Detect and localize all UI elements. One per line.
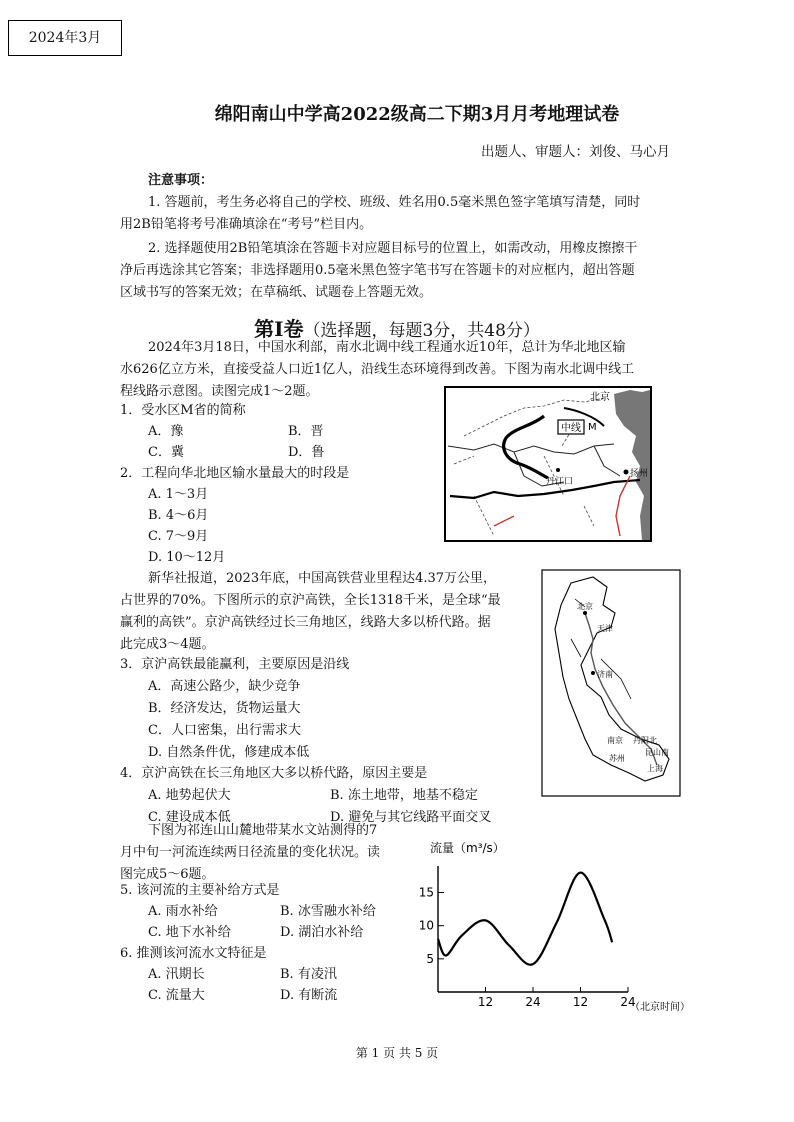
q4-option-b: B. 冻土地带，地基不稳定 xyxy=(330,788,478,803)
notes-heading: 注意事项： xyxy=(148,173,214,188)
yangzhou-dot xyxy=(624,470,629,475)
note-1-line-1: 1. 答题前，考生务必将自己的学校、班级、姓名用0.5毫米黑色签字笔填写清楚，同时 xyxy=(148,195,641,210)
passage2-line4: 此完成3～4题。 xyxy=(120,637,215,652)
map2-jinan: 济南 xyxy=(597,670,613,679)
note-2-line-3: 区域书写的答案无效；在草稿纸、试题卷上答题无效。 xyxy=(120,285,433,300)
q6-stem: 6. 推测该河流水文特征是 xyxy=(120,946,267,961)
note-1-line-2: 用2B铅笔将考号准确填涂在“考号”栏目内。 xyxy=(120,217,373,232)
beijing-dot xyxy=(583,611,587,615)
map2-shanghai: 上海 xyxy=(647,764,663,773)
passage1-line1: 2024年3月18日，中国水利部，南水北调中线工程通水近10年，总计为华北地区输 xyxy=(148,340,626,355)
jinan-dot xyxy=(591,671,595,675)
map1-zhongxian: 中线 xyxy=(561,423,581,434)
chart-series-line xyxy=(438,873,612,965)
passage1-line2: 水626亿立方米，直接受益人口近1亿人，沿线生态环境得到改善。下图为南水北调中线工 xyxy=(120,362,635,377)
exam-title: 绵阳南山中学高2022级高二下期3月月考地理试卷 xyxy=(214,104,620,125)
passage2-line2: 占世界的70%。下图所示的京沪高铁，全长1318千米，是全球“最 xyxy=(120,593,501,608)
y-tick-label: 10 xyxy=(418,918,434,933)
q2-option-b: B. 4～6月 xyxy=(148,508,209,523)
q4-option-c: C. 建设成本低 xyxy=(148,810,231,825)
map1-yangzhou: 扬州 xyxy=(630,469,649,479)
q3-option-c: C．人口密集，出行需求大 xyxy=(148,723,301,738)
q1-option-d: D．鲁 xyxy=(288,445,325,460)
y-tick-label: 15 xyxy=(418,885,434,900)
q1-option-b: B．晋 xyxy=(288,424,324,439)
map2-suzhou: 苏州 xyxy=(609,754,625,763)
q6-option-d: D. 有断流 xyxy=(280,988,338,1003)
map1-danjiangkou: 丹江口 xyxy=(546,477,574,487)
map1-beijing: 北京 xyxy=(590,392,610,403)
map2-beijing: 北京 xyxy=(577,602,593,611)
x-tick-label: 24 xyxy=(525,995,541,1009)
q2-option-a: A. 1～3月 xyxy=(148,487,209,502)
q2-stem: 2．工程向华北地区输水量最大的时段是 xyxy=(120,466,350,481)
q3-option-b: B．经济发达，货物运量大 xyxy=(148,701,301,716)
q3-stem: 3．京沪高铁最能赢利，主要原因是沿线 xyxy=(120,657,350,672)
date-box: 2024年3月 xyxy=(8,20,122,56)
q2-option-d: D. 10～12月 xyxy=(148,550,226,565)
note-2-line-1: 2. 选择题使用2B铅笔填涂在答题卡对应题目标号的位置上，如需改动，用橡皮擦擦干 xyxy=(148,241,638,256)
q4-option-d: D. 避免与其它线路平面交叉 xyxy=(330,810,492,825)
note-2-line-2: 净后再选涂其它答案；非选择题用0.5毫米黑色签字笔书写在答题卡的对应框内，超出答题 xyxy=(120,263,635,278)
q3-option-a: A．高速公路少，缺少竞争 xyxy=(148,679,301,694)
q5-option-d: D. 湖泊水补给 xyxy=(280,925,364,940)
q5-option-c: C. 地下水补给 xyxy=(148,925,231,940)
passage3-line3: 图完成5～6题。 xyxy=(120,867,215,882)
passage2-line3: 赢利的高铁”。京沪高铁经过长三角地区，线路大多以桥代路。据 xyxy=(120,615,491,630)
q5-stem: 5. 该河流的主要补给方式是 xyxy=(120,883,280,898)
passage3-line1: 下图为祁连山山麓地带某水文站测得的7 xyxy=(148,823,378,838)
page-footer: 第 1 页 共 5 页 xyxy=(355,1046,439,1060)
chart-ylabel: 流量（m³/s） xyxy=(430,841,505,855)
exam-authors: 出题人、审题人：刘俊、马心月 xyxy=(481,144,670,160)
passage1-line3: 程线路示意图。读图完成1～2题。 xyxy=(120,384,319,399)
map2-nanjing: 南京 xyxy=(607,736,623,745)
discharge-chart xyxy=(418,836,708,1020)
q3-option-d: D. 自然条件优，修建成本低 xyxy=(148,745,310,760)
section-main: 第Ⅰ卷 xyxy=(254,317,304,341)
passage2-line1: 新华社报道，2023年底，中国高铁营业里程达4.37万公里， xyxy=(148,571,497,586)
section-detail: （选择题，每题3分，共48分） xyxy=(303,321,540,341)
q4-option-a: A. 地势起伏大 xyxy=(148,788,231,803)
x-tick-label: 12 xyxy=(477,995,494,1009)
map2-kunshan: 昆山南 xyxy=(645,748,669,757)
x-tick-label: 12 xyxy=(572,995,589,1009)
map2-tianjin: 天津 xyxy=(597,624,613,633)
q1-option-c: C．冀 xyxy=(148,445,184,460)
q2-option-c: C. 7～9月 xyxy=(148,529,209,544)
y-tick-label: 5 xyxy=(426,951,434,966)
q6-option-b: B. 有凌汛 xyxy=(280,967,337,982)
x-tick-label: 24 xyxy=(620,995,636,1009)
map1-m: M xyxy=(588,422,597,433)
q5-option-b: B. 冰雪融水补给 xyxy=(280,904,376,919)
q6-option-c: C. 流量大 xyxy=(148,988,205,1003)
chart-xlabel: （北京时间） xyxy=(630,1002,690,1013)
q1-option-a: A．豫 xyxy=(148,424,184,439)
passage3-line2: 月中旬一河流连续两日径流量的变化状况。读 xyxy=(120,845,381,860)
water-diversion-map xyxy=(444,386,652,542)
q5-option-a: A. 雨水补给 xyxy=(148,904,218,919)
map2-danyang: 丹阳北 xyxy=(633,736,657,745)
danjiangkou-dot xyxy=(556,468,560,472)
q4-stem: 4．京沪高铁在长三角地区大多以桥代路，原因主要是 xyxy=(120,766,428,781)
q6-option-a: A. 汛期长 xyxy=(148,967,205,982)
q1-stem: 1．受水区M省的简称 xyxy=(120,403,246,418)
beijing-shanghai-rail-map xyxy=(541,569,681,797)
